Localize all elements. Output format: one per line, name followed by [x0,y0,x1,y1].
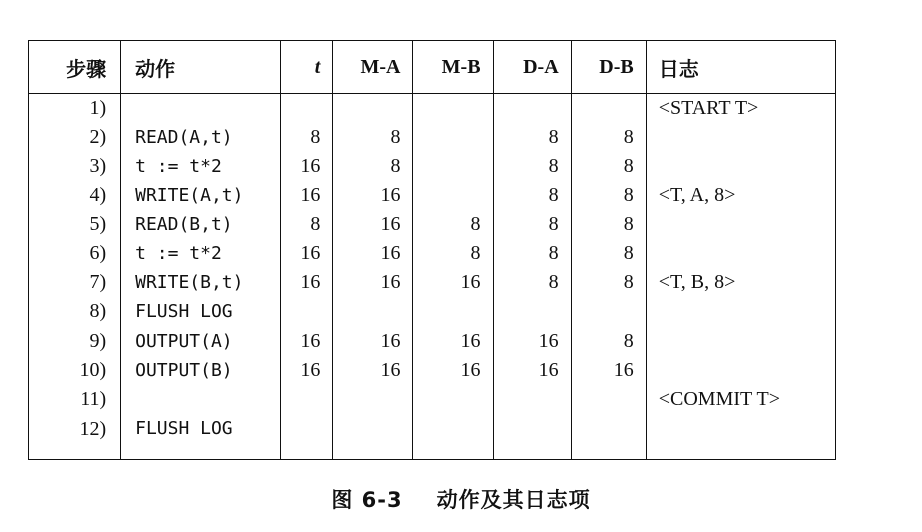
cell-action: OUTPUT(A) [121,327,281,356]
table-row [29,123,836,152]
header-memory-a: M-A [333,41,413,94]
cell-disk-a [493,414,571,460]
cell-action: FLUSH LOG [121,414,281,460]
cell-step: 2) [29,123,121,152]
cell-memory-a: 16 [333,210,413,239]
cell-step: 11) [29,385,121,414]
cell-action: FLUSH LOG [121,297,281,326]
header-log: 日志 [646,41,835,94]
table-row [29,414,836,460]
cell-memory-b [413,94,493,123]
header-step: 步骤 [29,41,121,94]
cell-memory-a: 16 [333,268,413,297]
header-action: 动作 [121,41,281,94]
cell-memory-a [333,414,413,460]
cell-step: 9) [29,327,121,356]
cell-memory-b: 8 [413,210,493,239]
cell-log [646,356,835,385]
cell-log [646,239,835,268]
cell-action: WRITE(B,t) [121,268,281,297]
cell-disk-a [493,94,571,123]
cell-memory-b: 16 [413,268,493,297]
table-row [29,239,836,268]
cell-step: 1) [29,94,121,123]
cell-memory-b [413,152,493,181]
cell-memory-b: 8 [413,239,493,268]
cell-t: 8 [281,123,333,152]
header-memory-b: M-B [413,41,493,94]
cell-t: 16 [281,356,333,385]
cell-memory-b [413,297,493,326]
cell-t [281,94,333,123]
cell-log [646,123,835,152]
cell-memory-a: 16 [333,356,413,385]
cell-step: 6) [29,239,121,268]
cell-log [646,414,835,460]
cell-action: WRITE(A,t) [121,181,281,210]
cell-log [646,210,835,239]
table-row [29,152,836,181]
cell-disk-b: 8 [571,123,646,152]
table-body [29,94,836,460]
cell-t: 16 [281,327,333,356]
cell-disk-b: 8 [571,152,646,181]
cell-memory-a: 16 [333,239,413,268]
table-row [29,385,836,414]
cell-memory-a [333,297,413,326]
cell-action: OUTPUT(B) [121,356,281,385]
table-header-row [29,41,836,94]
caption-number: 图 6-3 [331,488,403,512]
cell-disk-a: 8 [493,181,571,210]
table-row [29,297,836,326]
figure-caption [0,484,922,514]
cell-disk-a: 8 [493,268,571,297]
cell-memory-b [413,385,493,414]
cell-disk-b: 8 [571,268,646,297]
cell-t: 16 [281,181,333,210]
cell-disk-a [493,297,571,326]
cell-action: READ(A,t) [121,123,281,152]
cell-memory-a: 16 [333,181,413,210]
cell-log: <T, A, 8> [646,181,835,210]
caption-text: 动作及其日志项 [436,488,591,512]
cell-disk-a: 8 [493,210,571,239]
cell-action: READ(B,t) [121,210,281,239]
cell-step: 5) [29,210,121,239]
cell-memory-b [413,414,493,460]
cell-t: 16 [281,239,333,268]
table-row [29,356,836,385]
cell-disk-b [571,297,646,326]
cell-disk-b [571,94,646,123]
cell-disk-a [493,385,571,414]
header-disk-a: D-A [493,41,571,94]
cell-memory-a: 8 [333,123,413,152]
table-row [29,327,836,356]
table-row [29,94,836,123]
header-disk-b: D-B [571,41,646,94]
cell-action: t := t*2 [121,239,281,268]
cell-step: 3) [29,152,121,181]
cell-step: 12) [29,414,121,460]
cell-step: 4) [29,181,121,210]
cell-t [281,297,333,326]
cell-step: 7) [29,268,121,297]
cell-t: 8 [281,210,333,239]
cell-disk-a: 8 [493,123,571,152]
cell-t [281,385,333,414]
cell-log: <COMMIT T> [646,385,835,414]
cell-log: <T, B, 8> [646,268,835,297]
cell-log [646,297,835,326]
cell-disk-a: 16 [493,356,571,385]
cell-action [121,94,281,123]
cell-memory-a [333,385,413,414]
cell-memory-b: 16 [413,327,493,356]
cell-t: 16 [281,268,333,297]
cell-disk-b: 8 [571,239,646,268]
cell-memory-a: 8 [333,152,413,181]
table-row [29,268,836,297]
cell-disk-b: 8 [571,181,646,210]
table-row [29,181,836,210]
cell-disk-a: 8 [493,152,571,181]
cell-disk-a: 8 [493,239,571,268]
cell-memory-a [333,94,413,123]
log-actions-table [28,40,836,460]
cell-disk-b: 16 [571,356,646,385]
table-row [29,210,836,239]
cell-disk-b: 8 [571,327,646,356]
header-t: t [281,41,333,94]
cell-t [281,414,333,460]
cell-memory-b: 16 [413,356,493,385]
cell-disk-a: 16 [493,327,571,356]
cell-t: 16 [281,152,333,181]
cell-memory-b [413,123,493,152]
cell-action [121,385,281,414]
cell-action: t := t*2 [121,152,281,181]
cell-log [646,152,835,181]
cell-memory-b [413,181,493,210]
cell-memory-a: 16 [333,327,413,356]
cell-step: 8) [29,297,121,326]
cell-disk-b: 8 [571,210,646,239]
cell-log [646,327,835,356]
cell-disk-b [571,414,646,460]
cell-disk-b [571,385,646,414]
cell-log: <START T> [646,94,835,123]
cell-step: 10) [29,356,121,385]
